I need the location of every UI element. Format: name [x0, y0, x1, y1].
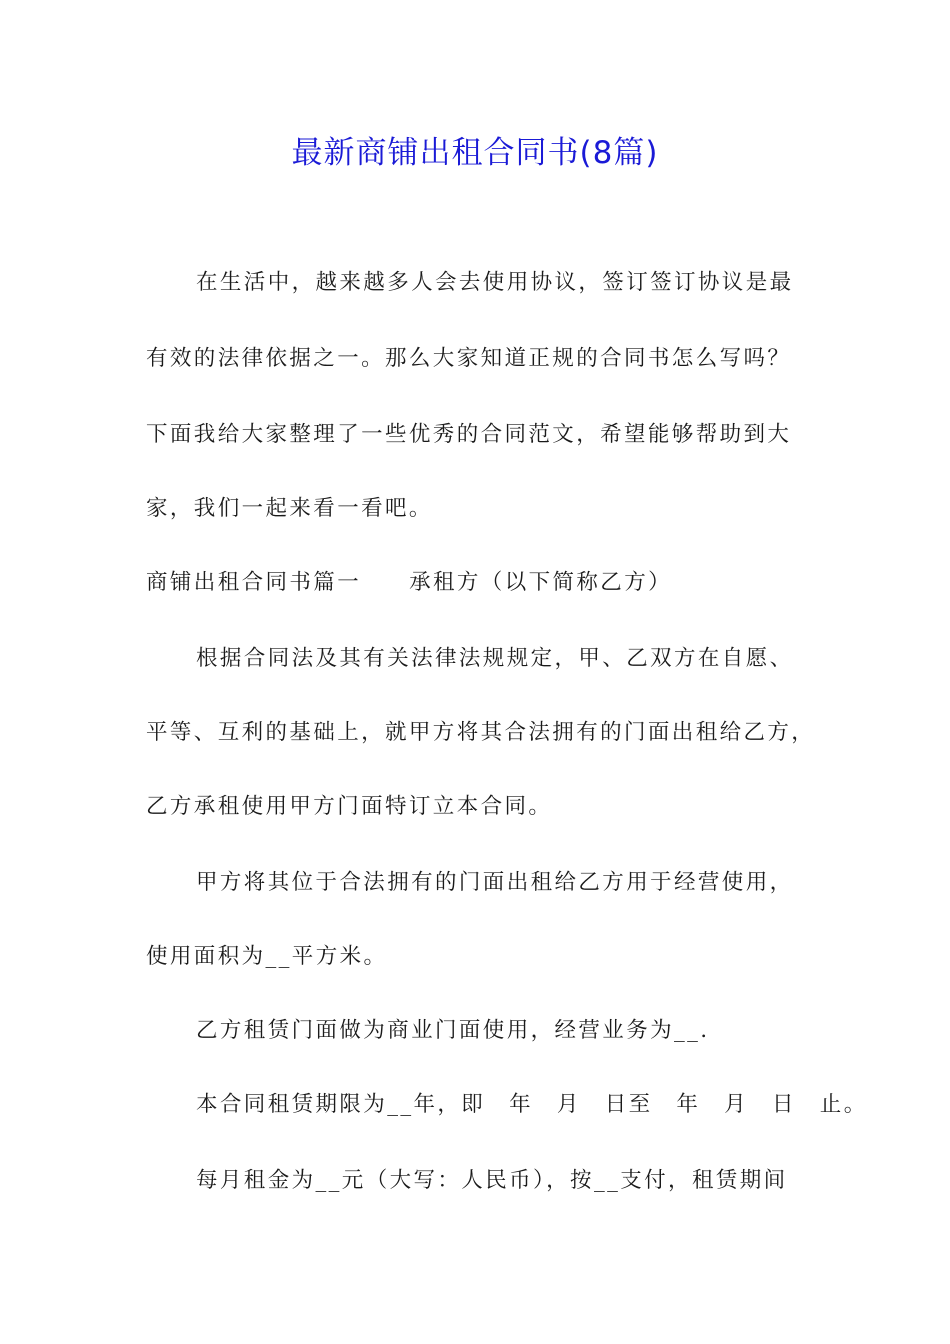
section-heading-line	[146, 568, 672, 598]
document-title: 最新商铺出租合同书(8篇)	[291, 135, 659, 171]
body-line-5: 使用面积为__平方米。	[146, 944, 388, 969]
body-line-2: 平等、互利的基础上，就甲方将其合法拥有的门面出租给乙方，	[146, 720, 816, 745]
intro-line-2: 有效的法律依据之一。那么大家知道正规的合同书怎么写吗？	[146, 346, 792, 371]
intro-line-3: 下面我给大家整理了一些优秀的合同范文，希望能够帮助到大	[146, 422, 792, 447]
body-line-4: 甲方将其位于合法拥有的门面出租给乙方用于经营使用，	[196, 870, 794, 895]
intro-line-1: 在生活中，越来越多人会去使用协议，签订签订协议是最	[196, 270, 794, 295]
section-party: 承租方（以下简称乙方）	[409, 570, 673, 595]
body-line-8: 每月租金为__元（大写：人民币），按__支付，租赁期间	[196, 1168, 788, 1193]
section-heading: 商铺出租合同书篇一	[146, 570, 362, 595]
body-line-3: 乙方承租使用甲方门面特订立本合同。	[146, 794, 553, 819]
body-line-6: 乙方租赁门面做为商业门面使用，经营业务为__.	[196, 1018, 710, 1043]
body-line-1: 根据合同法及其有关法律法规规定，甲、乙双方在自愿、	[196, 646, 794, 671]
intro-line-4: 家，我们一起来看一看吧。	[146, 496, 433, 521]
body-line-7: 本合同租赁期限为__年，即 年 月 日至 年 月 日 止。	[196, 1092, 868, 1117]
